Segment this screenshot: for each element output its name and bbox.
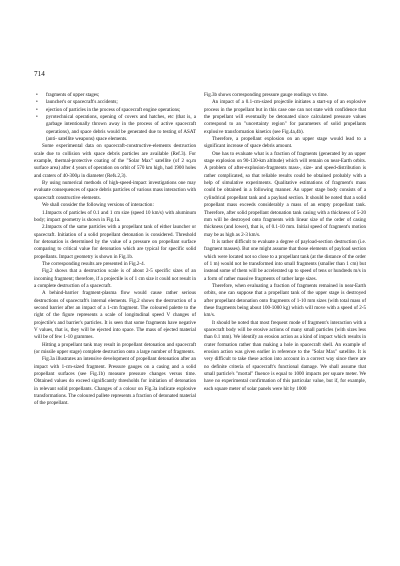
paragraph: By using numerical methods of high-speed-impact investigations one may evaluate consequences of space debris particles of various mass interaction with spacecraft constructive elements.	[34, 180, 196, 201]
list-item-text: pyrotechnical operations, opening of covers and hatches, etc (that is, a garbage intentionally thrown away in the process of active spacecraft operations), and space debris would be generated due to testing of ASAT (anti- satellite weapons) space elements.	[46, 114, 196, 143]
paragraph: The corresponding results are presented in Fig.2-4.	[42, 260, 145, 267]
paragraph: It is rather difficult to evaluate a degree of payload-section destruction (i.e. fragment masses). But one might assume that those elements of payload section which were located not so close to a propellant tank (at the distance of the order of 1 m) would not be transformed into small fragments (smaller than 1 cm) but instead some of them will be accelerated up to speed of tens or hundreds m/s in a form of rather massive fragments of rather large sizes.	[204, 238, 366, 282]
paragraph: Therefore, a propellant explosion on an upper stage would lead to a significant increase of space debris amount.	[204, 136, 366, 150]
bullet-icon: •	[36, 114, 38, 121]
bullet-icon: •	[36, 99, 38, 106]
paragraph: Hitting a propellant tank may result in propellant detonation and spacecraft (or missile upper stage) complete destruction onto a large number of fragments.	[34, 341, 196, 356]
right-column	[204, 92, 366, 393]
page-number: 714	[34, 70, 45, 78]
paragraph: 1.Impacts of particles of 0.1 and 1 cm size (speed 10 km/s) with aluminum body; impact geometry is shown in Fig.1a.	[34, 209, 196, 223]
paragraph: Fig.3a illustrates an intensive development of propellant detonation after an impact with 1-cm-sized fragment. Pressure gauges on a casing and a solid propellant surfaces (see Fig.1b) measure pressure changes versus time. Obtained values do exceed significantly thresholds for initiation of detonation in relevant solid propellants. Changes of a colour on Fig.3a indicate explosive transformations. The coloured pallete represents a fraction of detonated material of the propellant.	[34, 356, 196, 407]
bullet-icon: •	[36, 92, 38, 98]
left-column	[34, 92, 196, 408]
paragraph: Fig.3b shows corresponding pressure gauge readings vs time.	[204, 92, 329, 98]
paragraph: Fig.2 shows that a destruction scale is of about 2-5 specific sizes of an incoming fragment; therefore, if a projectile is of 1 cm size it could not result in a complete destruction of a spacecraft.	[34, 268, 196, 289]
list-item	[34, 114, 196, 143]
paragraph: An impact of a 0.1-cm-sized projectile initiates a start-up of an explosive process in the propellant but in this case one can not state with confidence that the propellant will eventually be detonated since calculated pressure values correspond to an "uncertainty region" for parameters of solid propellants explosive transformation kinetics (see Fig.4a,4b).	[204, 99, 366, 135]
paragraph: It should be noted that most frequent mode of fragment's interaction with a spacecraft body will be erosive actions of many small particles (with sizes less than 0.1 mm). We identify an erosion action as a kind of impact which results in crater formation rather than making a hole in spacecraft shell. An example of erosion action was given earlier in reference to the "Solar Max" satellite. It is very difficult to take these action into account in a correct way since there are no definite criteria of spacecraft's functional damage. We shall assume that small particle's "mortal" fluence is equal to 1000 impacts per square meter. We have no experimental confirmation of this particular value, but if, for example, each square meter of solar panels were hit by 1000	[204, 319, 366, 392]
paragraph: We shall consider the following versions of interaction:	[42, 202, 154, 209]
paragraph: A behind-barrier fragment-plasma flow would cause rather serious destructions of spacecraft's internal elements. Fig.2 shows the destruction of a second barrier after an impact of a 1-cm fragment. The coloured palette to the right of the figure represents a scale of longitudinal speed V changes of projectile's and barrier's particles. It is seen that some fragments have negative V values, that is, they will be ejected into space. The mass of ejected material will be of few 1-10 grammes.	[34, 290, 196, 341]
list-item	[34, 99, 196, 106]
list-item-text: ejection of particles in the process of spacecraft engine operations;	[46, 106, 181, 113]
paragraph: One has to evaluate what is a fraction of fragments (generated by an upper stage explosion on 90-130-km altitude) which will remain on near-Earth orbits. A problem of after-explosion-fragments mass-, size- and speed-distribution is rather complicated, so that reliable results could be obtained probably with a help of simulative experiments. Qualitative estimations of fragment's mass could be obtained in a following manner. An upper stage body consists of a cylindrical propellant tank and a payload section. It should be noted that a solid propellant mass exceeds considerably a mass of an empty propellant tank. Therefore, after solid propellant detonation tank casing with a thickness of 5-20 mm will be destroyed onto fragments with linear size of the order of casing thickness (and lower), that is, of 0.1-10 mm. Initial speed of fragment's motion may be as high as 2-3 km/s.	[204, 150, 366, 238]
debris-source-list	[34, 92, 196, 143]
paragraph: 2.Impacts of the same particles with a propellant tank of either launcher or spacecraft. Initiation of a solid propellant detonation is considered. Threshold for detonation is determined by the value of a pressure on propellant surface comparing to critical value for detonation which are typical for specific solid propellants. Impact geometry is shown in Fig.1b.	[34, 224, 196, 260]
bullet-icon: •	[36, 106, 38, 113]
paragraph: Some experimental data on spacecraft-constructive-elements destruction scale due to collision with space debris particles are available (Ref.3). For example, thermal-protective coating of the "Solar Max" satellite (of 2 sq.m surface area) after 4 years of operation on orbit of 570 km high, had 1900 holes and craters of 40-300µ in diameter (Refs.2,3).	[34, 143, 196, 179]
paragraph: Therefore, when evaluating a fraction of fragments remained in near-Earth orbits, one can suppose that a propellant tank of the upper stage is destroyed after propellant detonation onto fragments of 1-10 mm sizes (with total mass of these fragments being about 100-1000 kg) which will move with a speed of 2-5 km/s.	[204, 282, 366, 319]
list-item-text: launcher's or spacecraft's accidents;	[46, 99, 118, 106]
list-item-text: fragments of upper stages;	[46, 92, 100, 98]
list-item	[34, 107, 196, 114]
